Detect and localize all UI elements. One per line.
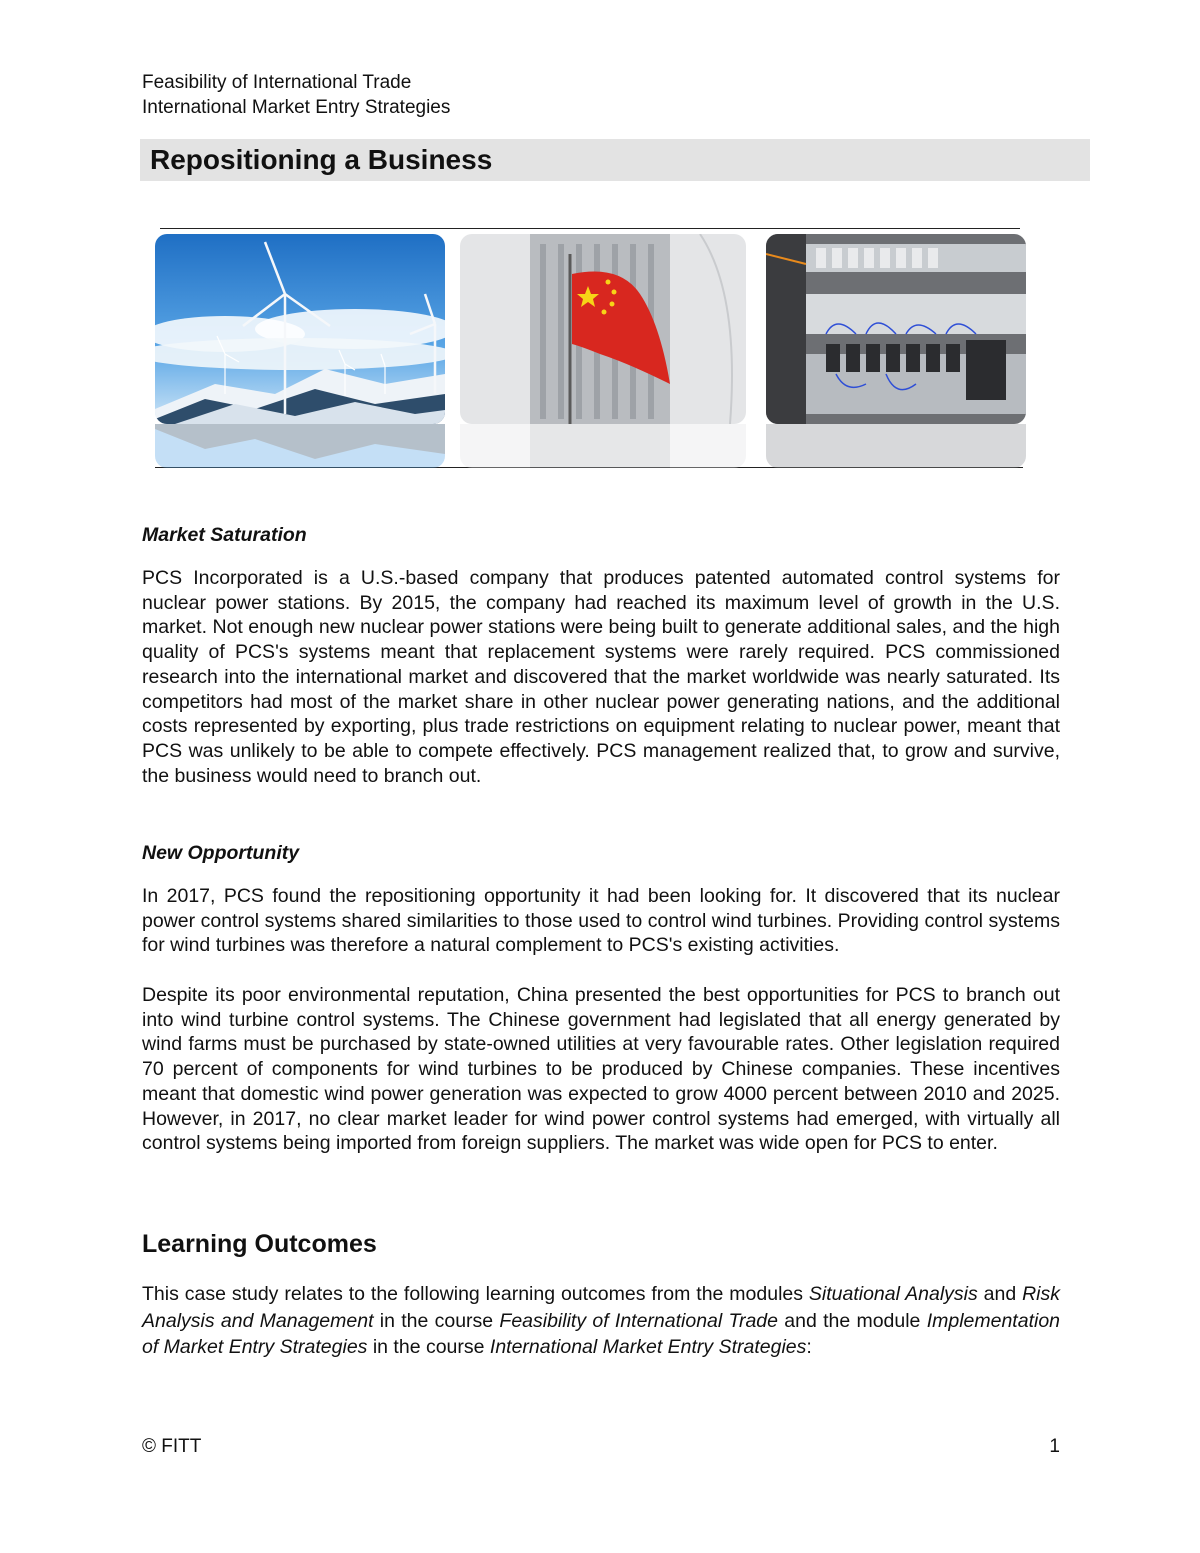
market-saturation-section [142,566,1060,788]
lo-text-3: in the course [373,1309,500,1332]
page-title: Repositioning a Business [150,144,493,175]
lo-text-4: and the module [778,1309,927,1332]
lo-course-feasibility: Feasibility of International Trade [499,1309,778,1332]
china-flag-photo [460,234,746,424]
learning-outcomes-heading: Learning Outcomes [142,1230,377,1258]
footer-copyright: © FITT [142,1436,202,1457]
lo-module-situational-analysis: Situational Analysis [808,1283,978,1305]
lo-text-2: and [977,1283,1023,1305]
lo-text-6: : [806,1336,812,1358]
new-opportunity-section-2 [142,983,1060,1156]
lo-course-market-entry: International Market Entry Strategies [489,1336,807,1358]
wind-turbines-photo [155,234,445,424]
new-opportunity-section [142,884,1060,958]
new-opportunity-paragraph-1: In 2017, PCS found the repositioning opportunity it had been looking for. It discovered that its nuclear power control systems shared similarities to those used to control wind turbines. Providing control systems for wind turbines was therefore a natural complement to PCS's existing activities. [142,885,1060,957]
new-opportunity-paragraph-2: Despite its poor environmental reputation, China presented the best opportunities for PCS to branch out into wind turbine control systems. The Chinese government had legislated that all energy generated by wind farms must be purchased by state-owned utilities at very favourable rates. Other legislation required 70 percent of components for wind turbines to be produced by Chinese companies. These incentives meant that domestic wind power generation was expected to grow 4000 percent between 2010 and 2025. However, in 2017, no clear market leader for wind power control systems had emerged, with virtually all control systems being imported from foreign suppliers. The market was wide open for PCS to enter. [142,984,1060,1155]
header-module-title: International Market Entry Strategies [142,97,451,118]
market-saturation-paragraph: PCS Incorporated is a U.S.-based company that produces patented automated control systems for nuclear power stations. By 2015, the company had reached its maximum level of growth in the U.S. market. Not enough new nuclear power stations were being built to generate additional sales, and the high quality of PCS's systems meant that replacement systems were rarely required. PCS commissioned research into the international market and discovered that the market worldwide was nearly saturated. Its competitors had most of the market share in other nuclear power generating nations, and the additional costs represented by exporting, plus trade restrictions on equipment relating to nuclear power, meant that PCS was unlikely to be able to compete effectively. PCS management realized that, to grow and survive, the business would need to branch out. [142,567,1060,787]
document-header [142,70,450,120]
title-bar [140,139,1090,181]
footer-page-number: 1 [1049,1436,1060,1457]
header-course-title: Feasibility of International Trade [142,72,412,93]
lo-module-risk-analysis: Risk Analysis and Management [142,1283,1060,1332]
market-saturation-heading: Market Saturation [142,524,307,546]
wind-turbines-reflection [155,424,445,468]
control-panel-reflection [766,424,1026,468]
lo-module-implementation: Implementation of Market Entry Strategies [142,1309,1061,1358]
lo-text-1: This case study relates to the following learning outcomes from the modules [142,1283,809,1305]
china-flag-reflection [460,424,746,468]
control-panel-photo [766,234,1026,424]
new-opportunity-heading: New Opportunity [142,842,300,864]
learning-outcomes-paragraph [142,1281,1060,1361]
lo-text-5: in the course [367,1336,490,1358]
learning-outcomes-section [142,1281,1060,1361]
image-top-rule [160,228,1020,229]
